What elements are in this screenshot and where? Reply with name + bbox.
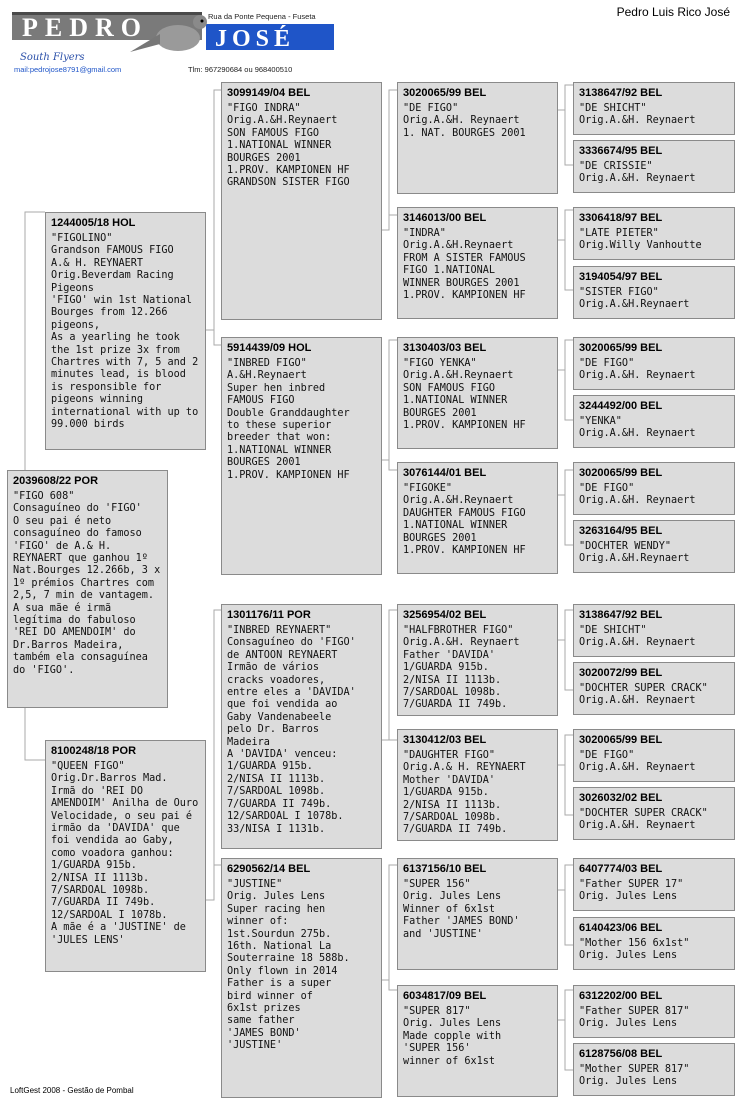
pigeon-description: "INDRA" Orig.A.&H.Reynaert FROM A SISTER FAMOUS FIGO 1.NATIONAL WINNER BOURGES 2001 1.PROV. KAMPIONEN HF	[403, 228, 526, 302]
pedigree-card-dam-dam	[221, 858, 382, 1098]
pedigree-card-g12	[573, 787, 735, 840]
pigeon-description: "DOCHTER SUPER CRACK" Orig.A.&H. Reynaert	[579, 808, 708, 832]
logo-slogan: South Flyers	[20, 52, 85, 63]
pedigree-card-g13	[573, 858, 735, 911]
pigeon-description: "JUSTINE" Orig. Jules Lens Super racing hen winner of: 1st.Sourdun 275b. 16th. National La Souterraine 18 588b. Only flown in 2014 Father is a super bird winner of 6x1st prizes same father 'JAMES BOND' 'JUSTINE'	[227, 879, 350, 1052]
ring-number: 6140423/06 BEL	[579, 922, 663, 934]
pigeon-description: "SUPER 817" Orig. Jules Lens Made copple with 'SUPER 156' winner of 6x1st	[403, 1006, 502, 1067]
pigeon-description: "DE FIGO" Orig.A.&H. Reynaert	[579, 750, 696, 774]
ring-number: 6128756/08 BEL	[579, 1048, 663, 1060]
ring-number: 1301176/11 POR	[227, 609, 311, 621]
pedigree-card-dam	[45, 740, 206, 972]
owner-name: Pedro Luis Rico José	[616, 5, 730, 19]
ring-number: 3130412/03 BEL	[403, 734, 487, 746]
ring-number: 3263164/95 BEL	[579, 525, 663, 537]
ring-number: 3306418/97 BEL	[579, 212, 663, 224]
ring-number: 3336674/95 BEL	[579, 145, 663, 157]
ring-number: 6407774/03 BEL	[579, 863, 663, 875]
pigeon-description: "DOCHTER SUPER CRACK" Orig.A.&H. Reynaert	[579, 683, 708, 707]
ring-number: 3138647/92 BEL	[579, 87, 663, 99]
ring-number: 3244492/00 BEL	[579, 400, 663, 412]
pigeon-description: "Father SUPER 817" Orig. Jules Lens	[579, 1006, 690, 1030]
pedigree-card-dam-sire	[221, 604, 382, 849]
pigeon-description: "DE FIGO" Orig.A.&H. Reynaert 1. NAT. BOURGES 2001	[403, 103, 526, 139]
ring-number: 1244005/18 HOL	[51, 217, 136, 229]
pigeon-description: "FIGO 608" Consaguíneo do 'FIGO' O seu pai é neto consaguíneo do famoso 'FIGO' de A.& H. REYNAERT que ganhou 1º Nat.Bourges 12.266b, 3 x 1º prémios Chartres com 2,5, 7 min de vantagem. A sua mãe é irmã legítima do fabuloso 'REI DO AMENDOIM' do Dr.Barros Madeira, também ela consaguínea do 'FIGO'.	[13, 491, 161, 676]
pedigree-card-sdd	[397, 462, 558, 574]
pigeon-description: "INBRED FIGO" A.&H.Reynaert Super hen inbred FAMOUS FIGO Double Granddaughter to these superior breeder that won: 1.NATIONAL WINNER BOURGES 2001 1.PROV. KAMPIONEN HF	[227, 358, 350, 481]
ring-number: 6034817/09 BEL	[403, 990, 487, 1002]
ring-number: 8100248/18 POR	[51, 745, 137, 757]
ring-number: 6312202/00 BEL	[579, 990, 663, 1002]
pedigree-card-ddd	[397, 985, 558, 1097]
pedigree-card-sire	[45, 212, 206, 450]
pigeon-description: "SUPER 156" Orig. Jules Lens Winner of 6x1st Father 'JAMES BOND' and 'JUSTINE'	[403, 879, 520, 940]
pedigree-card-ssd	[397, 207, 558, 319]
pigeon-description: "DE FIGO" Orig.A.&H. Reynaert	[579, 358, 696, 382]
loft-logo	[10, 4, 340, 75]
ring-number: 3146013/00 BEL	[403, 212, 487, 224]
logo-name-line2: JOSÉ	[215, 26, 296, 52]
pigeon-description: "DE FIGO" Orig.A.&H. Reynaert	[579, 483, 696, 507]
pigeon-description: "HALFBROTHER FIGO" Orig.A.&H. Reynaert Father 'DAVIDA' 1/GUARDA 915b. 2/NISA II 1113b. 7/SARDOAL 1098b. 7/GUARDA II 749b.	[403, 625, 520, 711]
pigeon-description: "Father SUPER 17" Orig. Jules Lens	[579, 879, 684, 903]
pigeon-description: "Mother 156 6x1st" Orig. Jules Lens	[579, 938, 690, 962]
pigeon-description: "FIGO INDRA" Orig.A.&H.Reynaert SON FAMOUS FIGO 1.NATIONAL WINNER BOURGES 2001 1.PROV. KAMPIONEN HF GRANDSON SISTER FIGO	[227, 103, 350, 189]
pedigree-card-g4	[573, 266, 735, 319]
ring-number: 3020065/99 BEL	[403, 87, 487, 99]
ring-number: 3138647/92 BEL	[579, 609, 663, 621]
pedigree-card-g7	[573, 462, 735, 515]
pedigree-card-g6	[573, 395, 735, 448]
pigeon-description: "DE CRISSIE" Orig.A.&H. Reynaert	[579, 161, 696, 185]
ring-number: 6137156/10 BEL	[403, 863, 487, 875]
pedigree-card-g2	[573, 140, 735, 193]
pedigree-card-sire-sire	[221, 82, 382, 320]
pedigree-card-dds	[397, 858, 558, 970]
pedigree-card-sss	[397, 82, 558, 194]
ring-number: 3099149/04 BEL	[227, 87, 311, 99]
ring-number: 3020065/99 BEL	[579, 342, 663, 354]
pedigree-card-g8	[573, 520, 735, 573]
logo-graphic	[10, 4, 340, 75]
ring-number: 3130403/03 BEL	[403, 342, 487, 354]
pedigree-card-g16	[573, 1043, 735, 1096]
pigeon-description: "DE SHICHT" Orig.A.&H. Reynaert	[579, 103, 696, 127]
pigeon-description: "DOCHTER WENDY" Orig.A.&H.Reynaert	[579, 541, 690, 565]
ring-number: 5914439/09 HOL	[227, 342, 312, 354]
ring-number: 3256954/02 BEL	[403, 609, 487, 621]
pedigree-card-dsd	[397, 729, 558, 841]
footer-credit: LoftGest 2008 - Gestão de Pombal	[10, 1086, 134, 1095]
pedigree-card-g11	[573, 729, 735, 782]
pedigree-card-g10	[573, 662, 735, 715]
pedigree-card-g15	[573, 985, 735, 1038]
pigeon-description: "YENKA" Orig.A.&H. Reynaert	[579, 416, 696, 440]
pigeon-description: "LATE PIETER" Orig.Willy Vanhoutte	[579, 228, 702, 252]
pigeon-description: "DAUGHTER FIGO" Orig.A.& H. REYNAERT Mother 'DAVIDA' 1/GUARDA 915b. 2/NISA II 1113b. 7/SARDOAL 1098b. 7/GUARDA II 749b.	[403, 750, 526, 836]
pedigree-card-subject	[7, 470, 168, 708]
ring-number: 6290562/14 BEL	[227, 863, 311, 875]
pigeon-description: "DE SHICHT" Orig.A.&H. Reynaert	[579, 625, 696, 649]
ring-number: 3020065/99 BEL	[579, 467, 663, 479]
pedigree-card-sds	[397, 337, 558, 449]
pigeon-description: "Mother SUPER 817" Orig. Jules Lens	[579, 1064, 690, 1088]
pigeon-description: "FIGO YENKA" Orig.A.&H.Reynaert SON FAMOUS FIGO 1.NATIONAL WINNER BOURGES 2001 1.PROV. KAMPIONEN HF	[403, 358, 526, 432]
logo-address: Rua da Ponte Pequena - Fuseta	[208, 12, 316, 21]
pedigree-card-g5	[573, 337, 735, 390]
pigeon-description: "FIGOKE" Orig.A.&H.Reynaert DAUGHTER FAMOUS FIGO 1.NATIONAL WINNER BOURGES 2001 1.PROV. KAMPIONEN HF	[403, 483, 526, 557]
logo-email: mail:pedrojose8791@gmail.com	[14, 65, 122, 74]
ring-number: 3194054/97 BEL	[579, 271, 663, 283]
logo-name-line1: PEDRO	[22, 13, 148, 42]
ring-number: 2039608/22 POR	[13, 475, 99, 487]
pedigree-card-g1	[573, 82, 735, 135]
logo-phone: Tlm: 967290684 ou 968400510	[188, 65, 293, 74]
pedigree-card-g14	[573, 917, 735, 970]
ring-number: 3020065/99 BEL	[579, 734, 663, 746]
pedigree-card-g9	[573, 604, 735, 657]
pigeon-description: "QUEEN FIGO" Orig.Dr.Barros Mad. Irmã do 'REI DO AMENDOIM' Anilha de Ouro Velocidade, o seu pai é irmão da 'DAVIDA' que foi vendida ao Gaby, como voadora ganhou: 1/GUARDA 915b. 2/NISA II 1113b. 7/SARDOAL 1098b. 7/GUARDA II 749b. 12/SARDOAL I 1078b. A mãe é a 'JUSTINE' de 'JULES LENS'	[51, 761, 199, 946]
ring-number: 3076144/01 BEL	[403, 467, 487, 479]
ring-number: 3026032/02 BEL	[579, 792, 663, 804]
pedigree-card-dss	[397, 604, 558, 716]
pigeon-description: "FIGOLINO" Grandson FAMOUS FIGO A.& H. REYNAERT Orig.Beverdam Racing Pigeons 'FIGO' win 1st National Bourges from 12.266 pigeons, As a yearling he took the 1st prize 3x from Chartres with 7, 5 and 2 minutes lead, is blood is responsible for pigeons winning international with up to 99.000 birds	[51, 233, 199, 431]
pigeon-description: "INBRED REYNAERT" Consaguíneo do 'FIGO' de ANTOON REYNAERT Irmão de vários cracks voadores, entre eles a 'DAVIDA' que foi vendida ao Gaby Vandenabeele pelo Dr. Barros Madeira A 'DAVIDA' venceu: 1/GUARDA 915b. 2/NISA II 1113b. 7/SARDOAL 1098b. 7/GUARDA II 749b. 12/SARDOAL I 1078b. 33/NISA I 1131b.	[227, 625, 356, 835]
pigeon-description: "SISTER FIGO" Orig.A.&H.Reynaert	[579, 287, 690, 311]
ring-number: 3020072/99 BEL	[579, 667, 663, 679]
pedigree-card-g3	[573, 207, 735, 260]
pedigree-card-sire-dam	[221, 337, 382, 575]
